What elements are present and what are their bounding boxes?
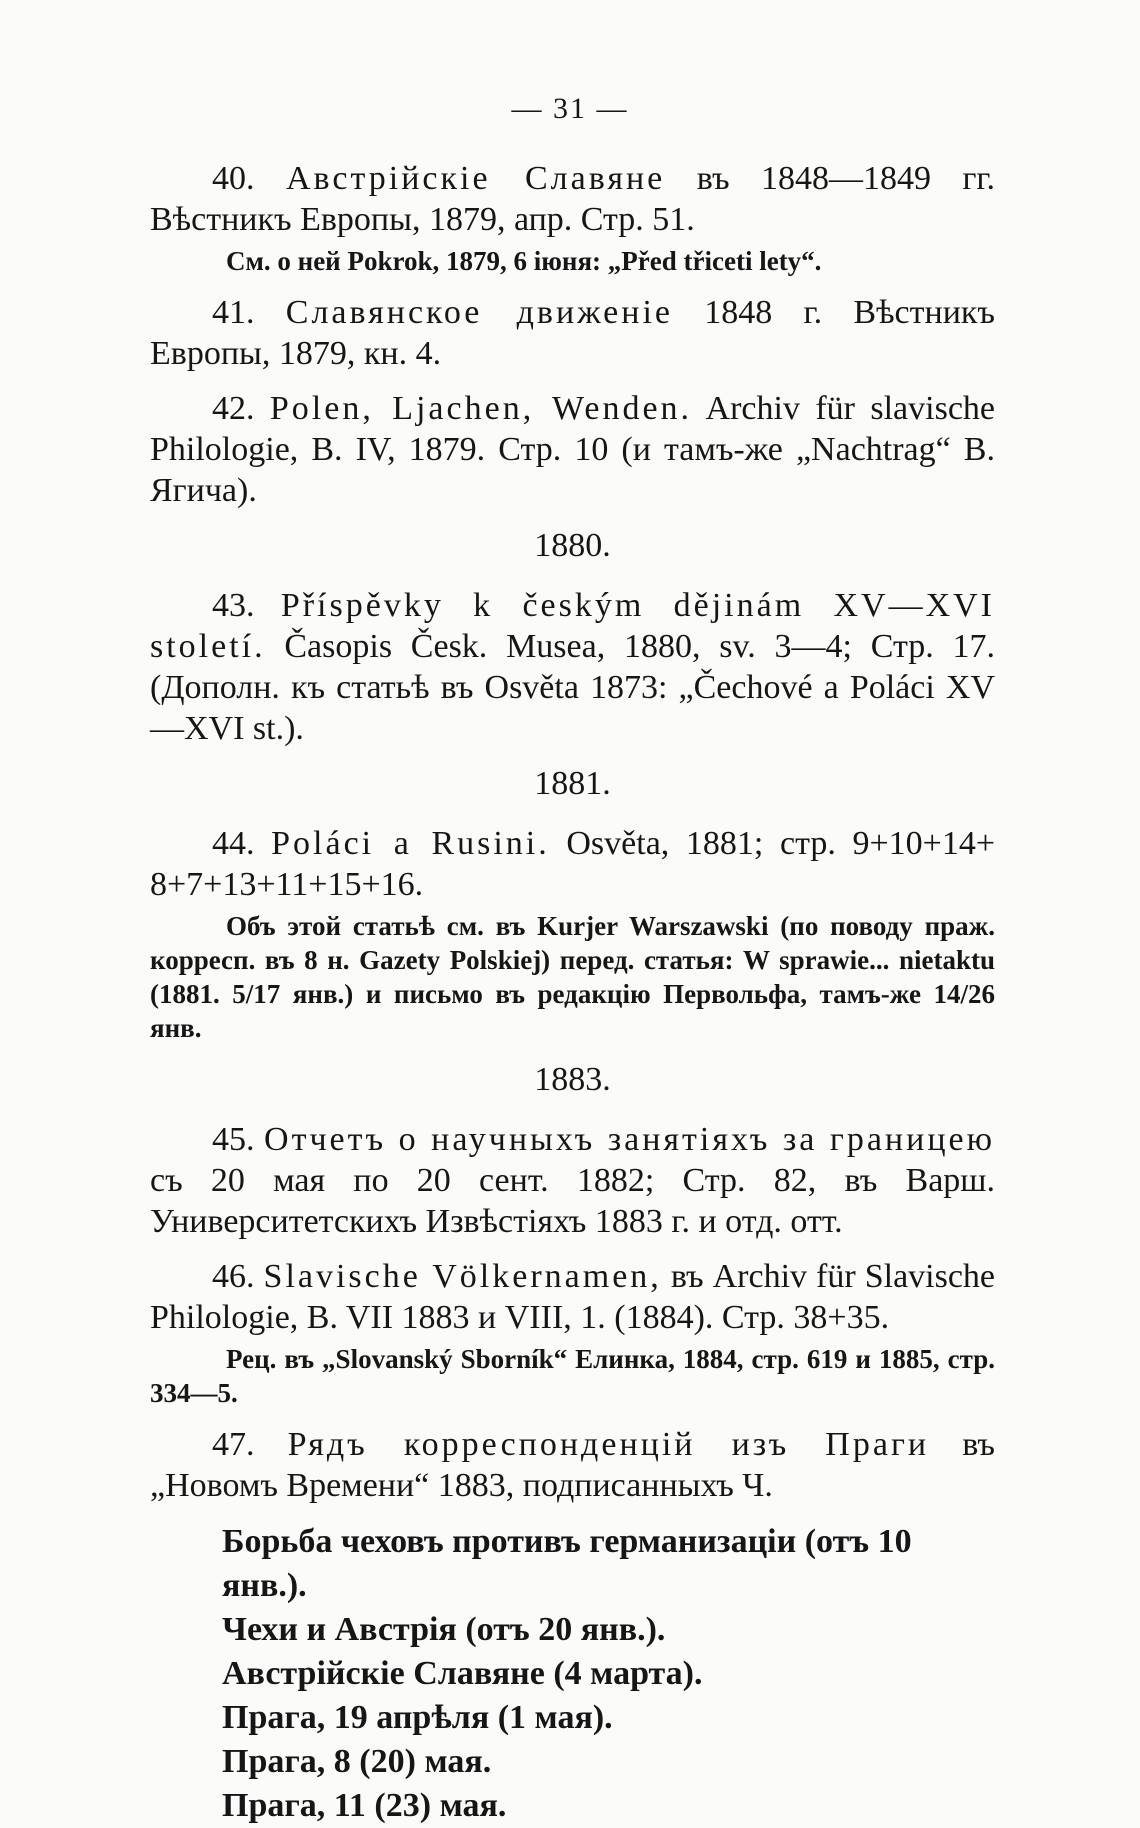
page-number: — 31 —: [511, 92, 629, 125]
entry-text: Časopis Česk. Musea, 1880, sv. 3—4; Стр. 17. (Дополн. къ статьѣ въ Osvěta 1873: „Čechové a Poláci XV—XVI st.).: [150, 628, 995, 747]
entry-text: въ „Новомъ Времени“ 1883, подписанныхъ Ч.: [150, 1426, 996, 1504]
year-heading-1880: 1880.: [534, 527, 611, 564]
entry-number: 40.: [212, 160, 255, 197]
entry-text: въ 1848—1849 гг. Вѣстникъ Европы, 1879, апр. Стр. 51.: [150, 160, 996, 238]
entry-number: 42.: [212, 390, 255, 427]
entry-43: [150, 585, 995, 749]
entry-text: Archiv für slavische Philologie, B. IV, 1879. Стр. 10 (и тамъ-же „Nachtrag“ В. Ягича).: [150, 390, 995, 509]
list-item: Прага, 11 (23) мая.: [222, 1787, 507, 1824]
entry-44: [150, 823, 995, 1045]
entry-number: 45.: [212, 1121, 255, 1158]
entry-number: 47.: [212, 1426, 255, 1463]
entry-text: съ 20 мая по 20 сент. 1882; Стр. 82, въ Варш. Университетскихъ Извѣстіяхъ 1883 г. и отд. отт.: [150, 1162, 995, 1240]
entry-note: Рец. въ „Slovanský Sborník“ Елинка, 1884, стр. 619 и 1885, стр. 334—5.: [150, 1344, 995, 1408]
entry-number: 41.: [212, 294, 255, 331]
entry-number: 43.: [212, 587, 255, 624]
entry-title: Příspěvky k českým dějinám XV—XVI století.: [150, 587, 996, 665]
entry-41: [150, 292, 995, 374]
entry-note: См. о ней Pokrok, 1879, 6 іюня: „Před třiceti lety“.: [226, 246, 822, 276]
list-item: Прага, 19 апрѣля (1 мая).: [222, 1699, 613, 1736]
entry-42: [150, 388, 995, 511]
entry-text: въ Archiv für Slavische Philologie, B. VII 1883 и VIII, 1. (1884). Стр. 38+35.: [150, 1258, 996, 1336]
year-heading-1881: 1881.: [534, 765, 611, 802]
entry-title: Poláci a Rusini.: [271, 825, 550, 862]
entry-title: Отчетъ о научныхъ занятіяхъ за границею: [264, 1121, 996, 1158]
entry-title: Polen, Ljachen, Wenden.: [269, 390, 693, 427]
correspondence-list: [150, 1520, 995, 1828]
bibliography-column: [150, 158, 995, 1828]
list-item: Прага, 8 (20) мая.: [222, 1743, 492, 1780]
entry-number: 44.: [212, 825, 255, 862]
entry-note: Объ этой статьѣ см. въ Kurjer Warszawski (по поводу праж. корресп. въ 8 н. Gazety Polskiej) перед. статья: W sprawie... nietaktu (1881. 5/17 янв.) и письмо въ редакцію Первольфа, тамъ-же 14/26 янв.: [150, 911, 995, 1043]
entry-title: Рядъ корреспонденцій изъ Праги: [287, 1426, 930, 1463]
list-item: Австрійскіе Славяне (4 марта).: [222, 1655, 703, 1692]
entry-45: [150, 1119, 995, 1242]
list-item: Чехи и Австрія (отъ 20 янв.).: [222, 1611, 666, 1648]
entry-47: [150, 1424, 995, 1506]
year-heading-1883: 1883.: [534, 1061, 611, 1098]
entry-title: Slavische Völkernamen,: [263, 1258, 662, 1295]
entry-46: [150, 1256, 995, 1410]
entry-number: 46.: [212, 1258, 255, 1295]
entry-title: Австрійскіе Славяне: [285, 160, 666, 197]
entry-40: [150, 158, 995, 278]
entry-text: Osvěta, 1881; стр. 9+10+14+ 8+7+13+11+15+16.: [150, 825, 995, 903]
entry-text: 1848 г. Вѣстникъ Европы, 1879, кн. 4.: [150, 294, 995, 372]
list-item: Борьба чеховъ противъ германизаціи (отъ 10 янв.).: [222, 1523, 912, 1604]
entry-title: Славянское движеніе: [285, 294, 674, 331]
